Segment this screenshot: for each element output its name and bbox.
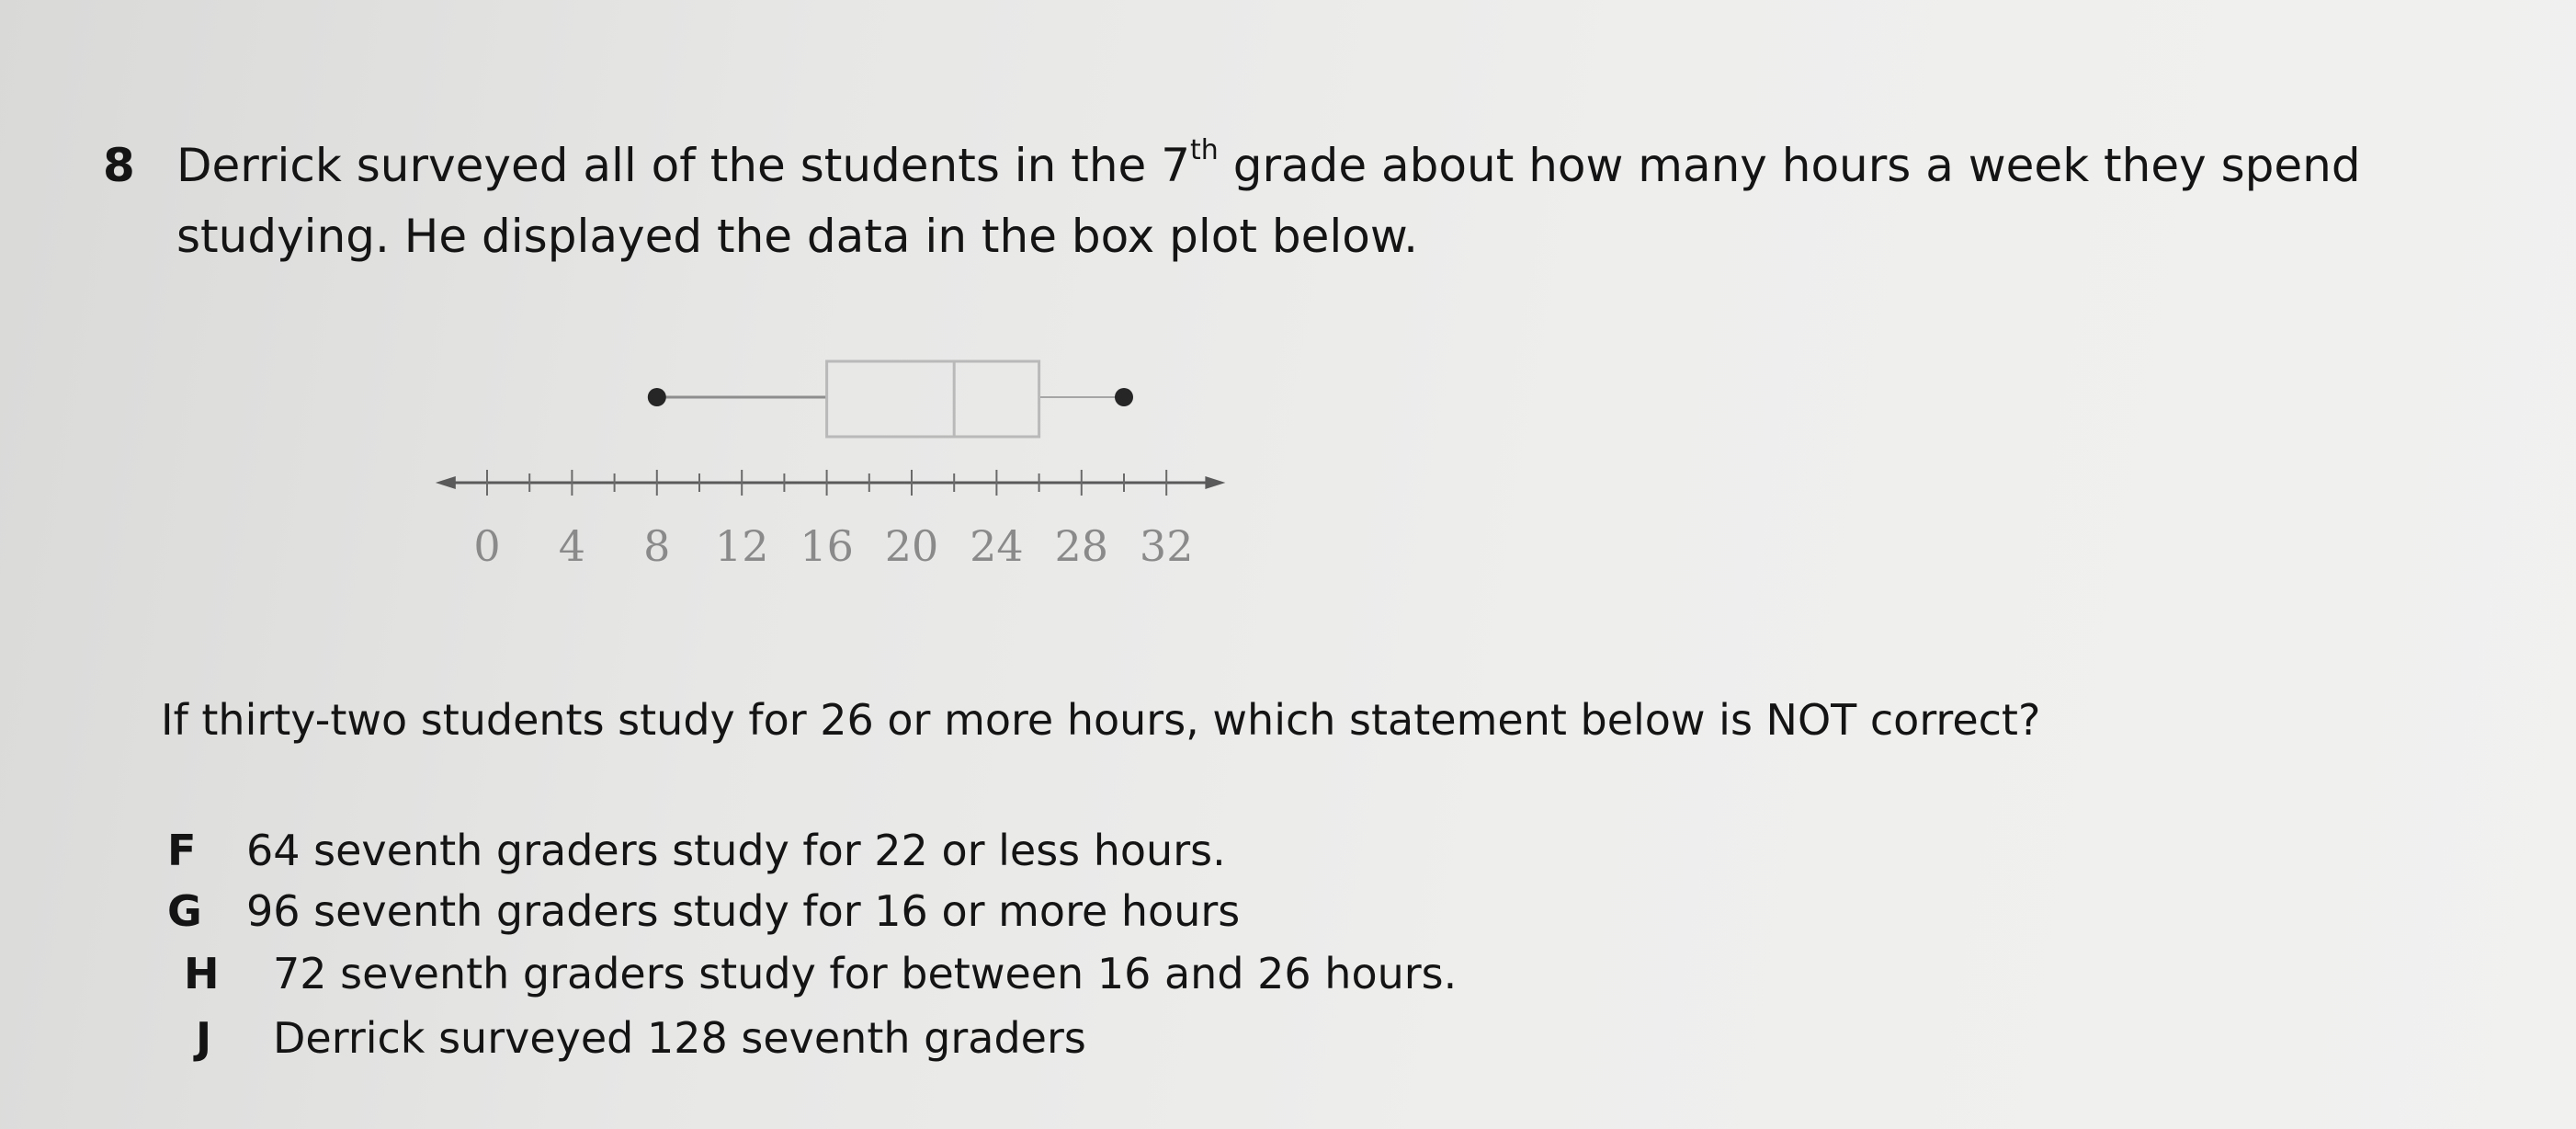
answer-choice-h[interactable] xyxy=(184,949,1458,998)
axis-tick-label: 28 xyxy=(1054,521,1109,571)
axis-tick-label: 8 xyxy=(643,521,671,571)
answer-choice-f[interactable] xyxy=(167,826,1226,875)
maximum-point xyxy=(1115,388,1133,406)
minimum-point xyxy=(648,388,666,406)
axis-tick-label: 4 xyxy=(558,521,586,571)
question-number: 8 xyxy=(103,139,135,192)
sub-question: If thirty-two students study for 26 or more hours, which statement below is NOT correct? xyxy=(161,695,2041,745)
question-text-line2: studying. He displayed the data in the box plot below. xyxy=(176,210,1419,263)
choice-text-j: Derrick surveyed 128 seventh graders xyxy=(273,1013,1086,1063)
choice-letter-h: H xyxy=(184,949,220,998)
axis-tick-label: 16 xyxy=(800,521,854,571)
question-text-part1: Derrick surveyed all of the students in the 7 xyxy=(176,139,1191,192)
axis-tick-label: 20 xyxy=(884,521,939,571)
axis-tick-label: 32 xyxy=(1139,521,1194,571)
axis-tick-label: 0 xyxy=(473,521,501,571)
choice-letter-f: F xyxy=(167,826,197,875)
ordinal-suffix: th xyxy=(1190,134,1219,166)
answer-choice-g[interactable] xyxy=(167,886,1241,936)
choice-letter-j: J xyxy=(196,1013,212,1063)
choice-text-h: 72 seventh graders study for between 16 and 26 hours. xyxy=(273,949,1458,998)
choice-text-f: 64 seventh graders study for 22 or less hours. xyxy=(246,826,1226,875)
axis-tick-label: 24 xyxy=(970,521,1024,571)
interquartile-box xyxy=(827,361,1039,437)
choice-text-g: 96 seventh graders study for 16 or more hours xyxy=(246,886,1241,936)
axis-tick-label: 12 xyxy=(714,521,769,571)
answer-choice-j[interactable] xyxy=(196,1013,1086,1063)
number-line xyxy=(436,470,1226,571)
axis-arrow-right xyxy=(1205,476,1225,489)
choice-letter-g: G xyxy=(167,886,202,936)
axis-arrow-left xyxy=(436,476,456,489)
question-text-part2: grade about how many hours a week they spend xyxy=(1218,139,2361,192)
box-and-whisker xyxy=(648,361,1133,437)
